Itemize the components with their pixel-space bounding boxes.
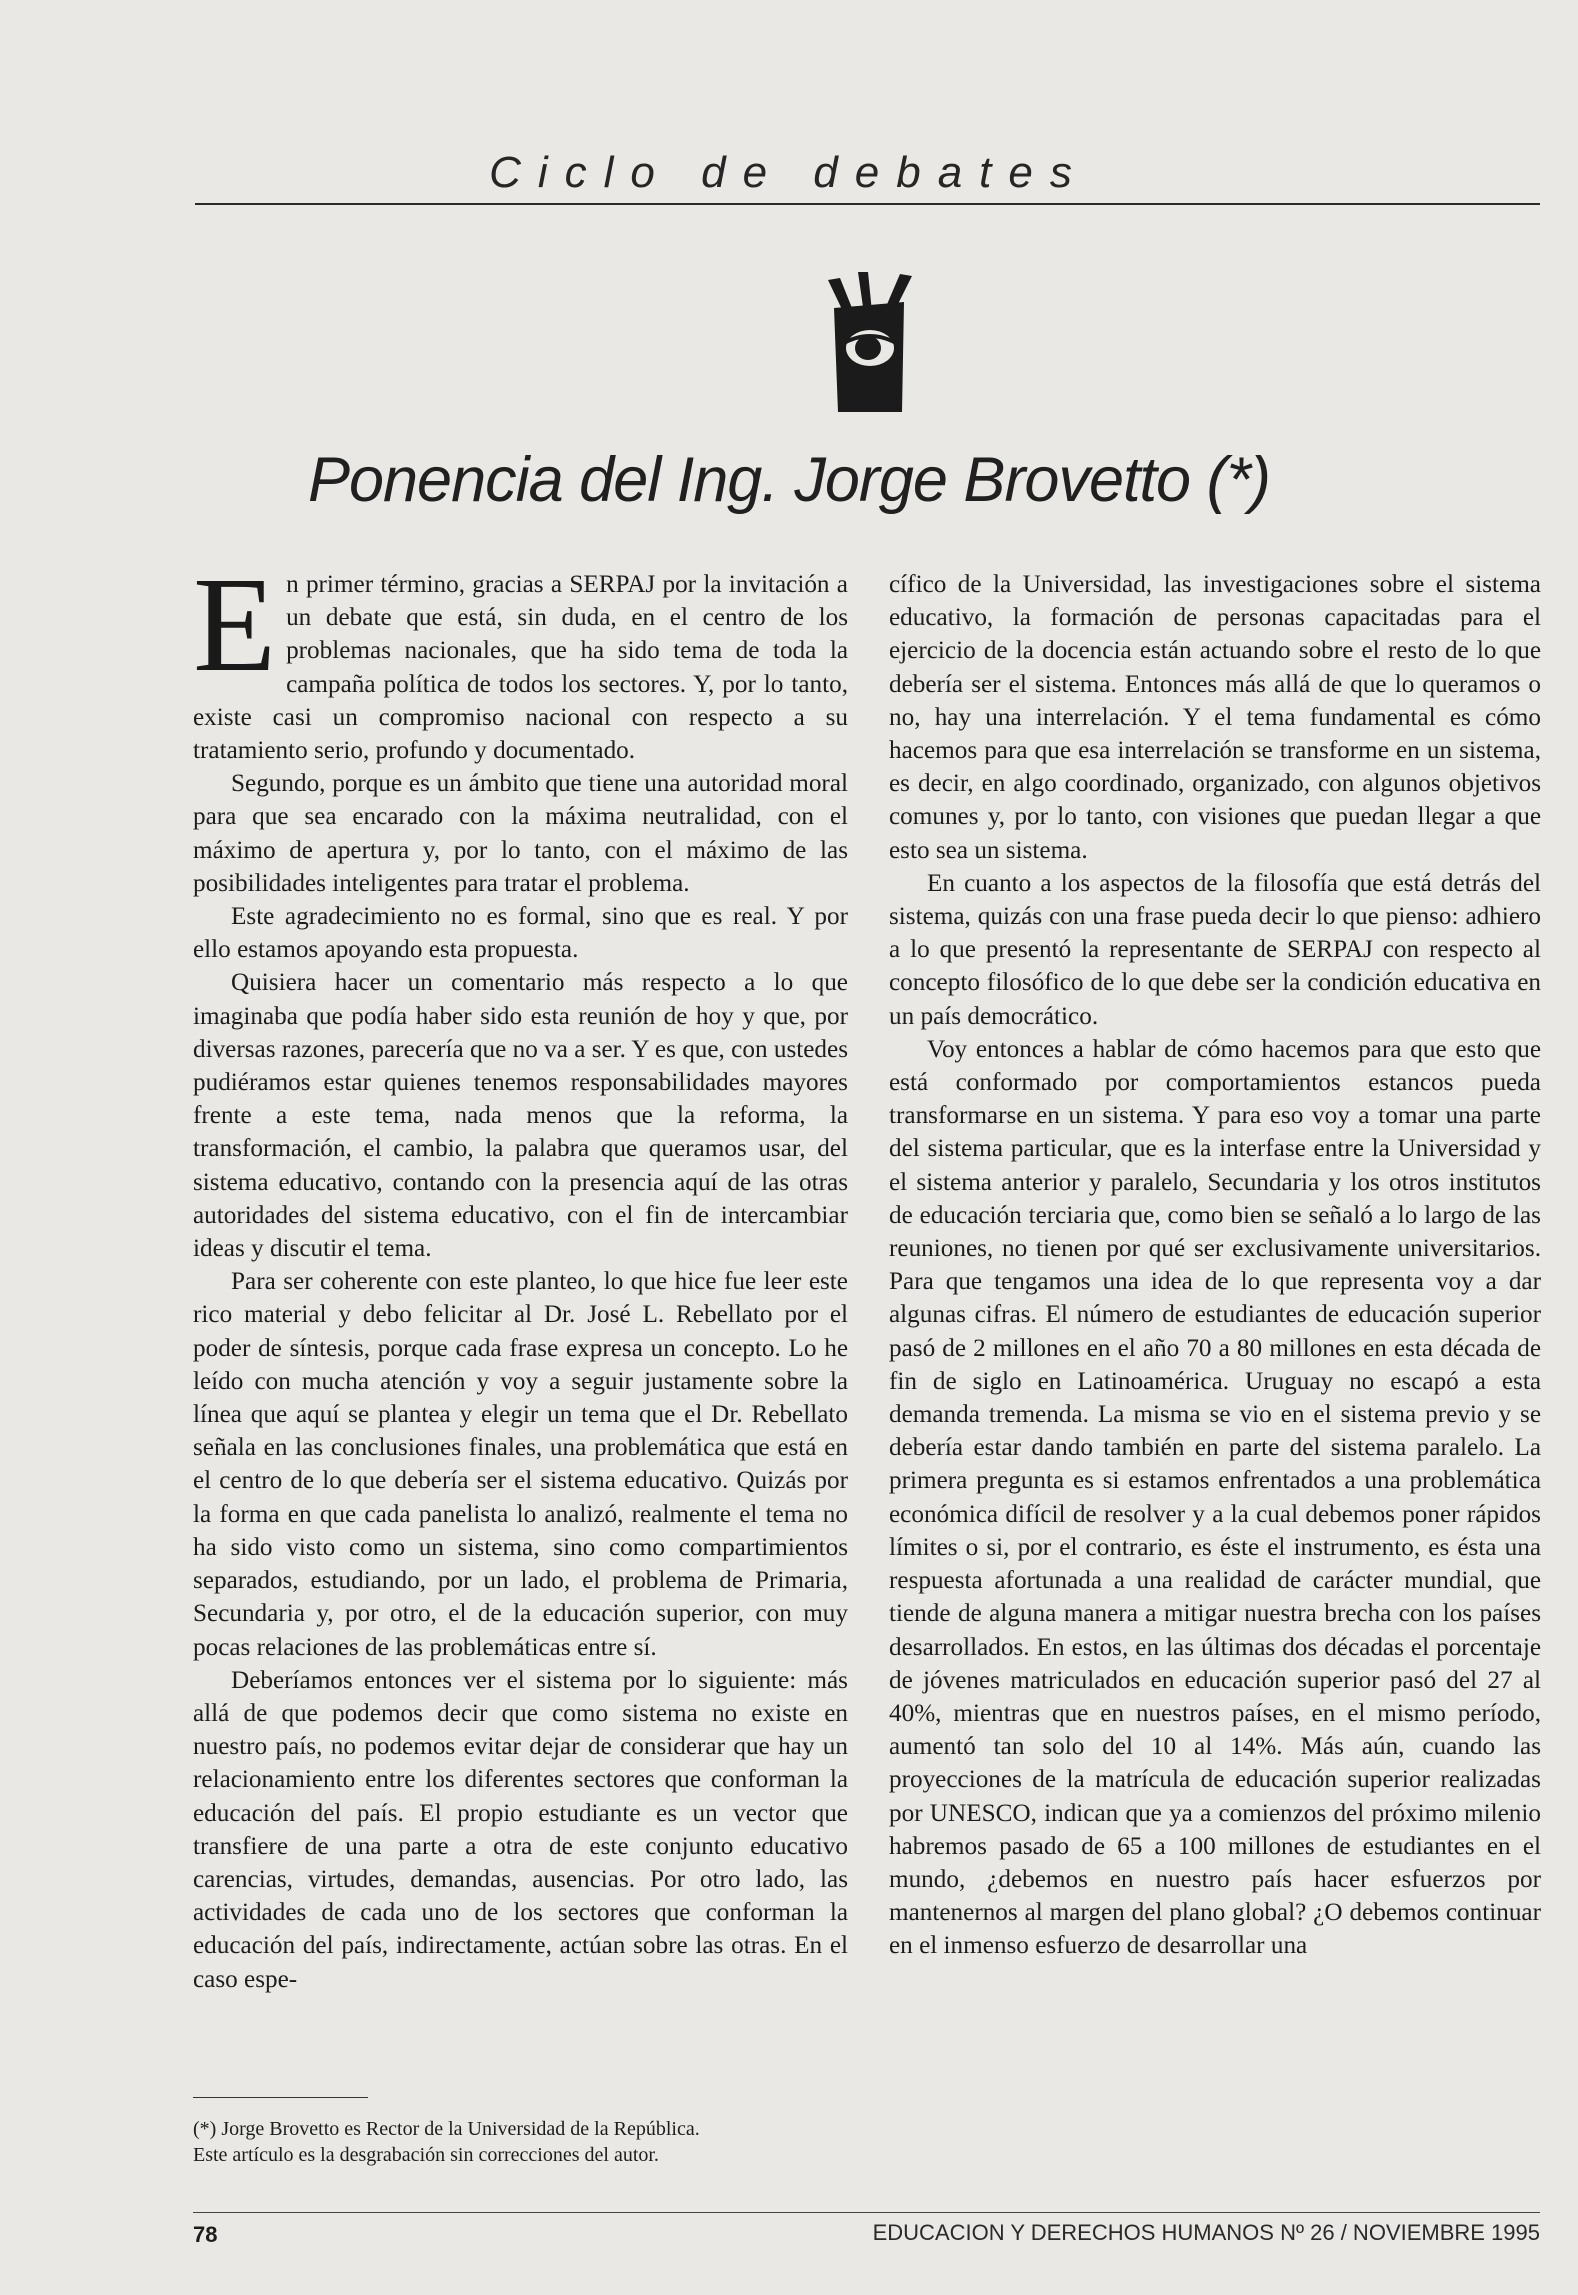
article-title: Ponencia del Ing. Jorge Brovetto (*) [307,445,1271,515]
page-number: 78 [193,2222,218,2247]
footnote-divider [193,2097,368,2098]
paragraph: Este agradecimiento no es formal, sino que es real. Y por ello estamos apoyando esta propuesta. [193,903,848,964]
article-right-column [889,568,1541,1963]
paragraph: Quisiera hacer un comentario más respecto a lo que imaginaba que podía haber sido esta reunión de hoy y que, por diversas razones, parecería que no va a ser. Y es que, con ustedes pudiéramos estar quienes tenemos responsabilidades mayores frente a este tema, nada menos que la reforma, la transformación, el cambio, la palabra que queramos usar, del sistema educativo, contando con la presencia aquí de las otras autoridades del sistema educativo, con el fin de intercambiar ideas y discutir el tema. [193,969,848,1263]
paragraph: Segundo, porque es un ámbito que tiene una autoridad moral para que sea encarado con la máxima neutralidad, con el máximo de apertura y, por lo tanto, con el máximo de las posibilidades inteligentes para tratar el problema. [193,770,848,897]
paragraph: Para ser coherente con este planteo, lo que hice fue leer este rico material y debo felicitar al Dr. José L. Rebellato por el poder de síntesis, porque cada frase expresa un concepto. Lo he leído con mucha atención y voy a seguir justamente sobre la línea que aquí se plantea y elegir un tema que el Dr. Rebellato señala en las conclusiones finales, una problemática que está en el centro de lo que debería ser el sistema educativo. Quizás por la forma en que cada panelista lo analizó, realmente el tema no ha sido visto como un sistema, sino como compartimientos separados, estudiando, por un lado, el problema de Primaria, Secundaria y, por otro, el de la educación superior, con muy pocas relaciones de las problemáticas entre sí. [193,1268,848,1661]
footnote-line: Este artículo es la desgrabación sin correcciones del autor. [193,2144,659,2166]
footnote-line: (*) Jorge Brovetto es Rector de la Universidad de la República. [193,2118,700,2140]
paragraph: Voy entonces a hablar de cómo hacemos para que esto que está conformado por comportamientos estancos pueda transformarse en un sistema. Y para eso voy a tomar una parte del sistema particular, que es la interfase entre la Universidad y el sistema anterior y paralelo, Secundaria y los otros institutos de educación terciaria que, como bien se señaló a lo largo de las reuniones, no tienen por qué ser exclusivamente universitarios. Para que tengamos una idea de lo que representa voy a dar algunas cifras. El número de estudiantes de educación superior pasó de 2 millones en el año 70 a 80 millones en esta década de fin de siglo en Latinoamérica. Uruguay no escapó a esta demanda tremenda. La misma se vio en el sistema previo y se debería estar dando también en parte del sistema paralelo. La primera pregunta es si estamos enfrentados a una problemática económica difícil de resolver y a la cual debemos poner rápidos límites o si, por el contrario, es éste el instrumento, es ésta una respuesta afortunada a una realidad de carácter mundial, que tiende de alguna manera a mitigar nuestra brecha con los países desarrollados. En estos, en las últimas dos décadas el porcentaje de jóvenes matriculados en educación superior pasó del 27 al 40%, mientras que en nuestros países, en el mismo período, aumentó tan solo del 10 al 14%. Más aún, cuando las proyecciones de la matrícula de educación superior realizadas por UNESCO, indican que ya a comienzos del próximo milenio habremos pasado de 65 a 100 millones de estudiantes en el mundo, ¿debemos en nuestro país hacer esfuerzos por mantenernos al margen del plano global? ¿O debemos continuar en el inmenso esfuerzo de desarrollar una [889,1035,1541,1960]
header-divider [195,203,1540,205]
journal-footer: EDUCACION Y DERECHOS HUMANOS Nº 26 / NOVIEMBRE 1995 [872,2220,1540,2245]
section-title: Ciclo de debates [489,148,1089,197]
paragraph: cífico de la Universidad, las investigaciones sobre el sistema educativo, la formación de personas capacitadas para el ejercicio de la docencia están actuando sobre el resto de lo que debería ser el sistema. Entonces más allá de que lo queramos o no, hay una interrelación. Y el tema fundamental es cómo hacemos para que esa interrelación se transforme en un sistema, es decir, en algo coordinado, organizado, con algunos objetivos comunes y, por lo tanto, con visiones que puedan llegar a que esto sea un sistema. [889,571,1541,864]
paragraph: Deberíamos entonces ver el sistema por lo siguiente: más allá de que podemos decir que como sistema no existe en nuestro país, no podemos evitar dejar de considerar que hay un relacionamiento entre los diferentes sectores que conforman la educación del país. El propio estudiante es un vector que transfiere de una parte a otra de este conjunto educativo carencias, virtudes, demandas, ausencias. Por otro lado, las actividades de cada uno de los sectores que conforman la educación del país, indirectamente, actúan sobre las otras. En el caso espe- [193,1666,848,1993]
drop-cap: E [193,550,277,700]
paragraph: En cuanto a los aspectos de la filosofía que está detrás del sistema, quizás con una frase pueda decir lo que pienso: adhiero a lo que presentó la representante de SERPAJ con respecto al concepto filosófico de lo que debe ser la condición educativa en un país democrático. [889,869,1541,1030]
eye-mask-icon [820,272,920,412]
footer-divider [193,2212,1540,2213]
article-left-column [193,550,848,1996]
footnote [193,2116,893,2168]
paragraph-text: n primer término, gracias a SERPAJ por la invitación a un debate que está, sin duda, en el centro de los problemas nacionales, que ha sido tema de toda la campaña política de todos los sectores. Y, por lo tanto, existe casi un compromiso nacional con respecto a su tratamiento serio, profundo y documentado. [193,571,848,765]
paragraph [193,550,848,767]
